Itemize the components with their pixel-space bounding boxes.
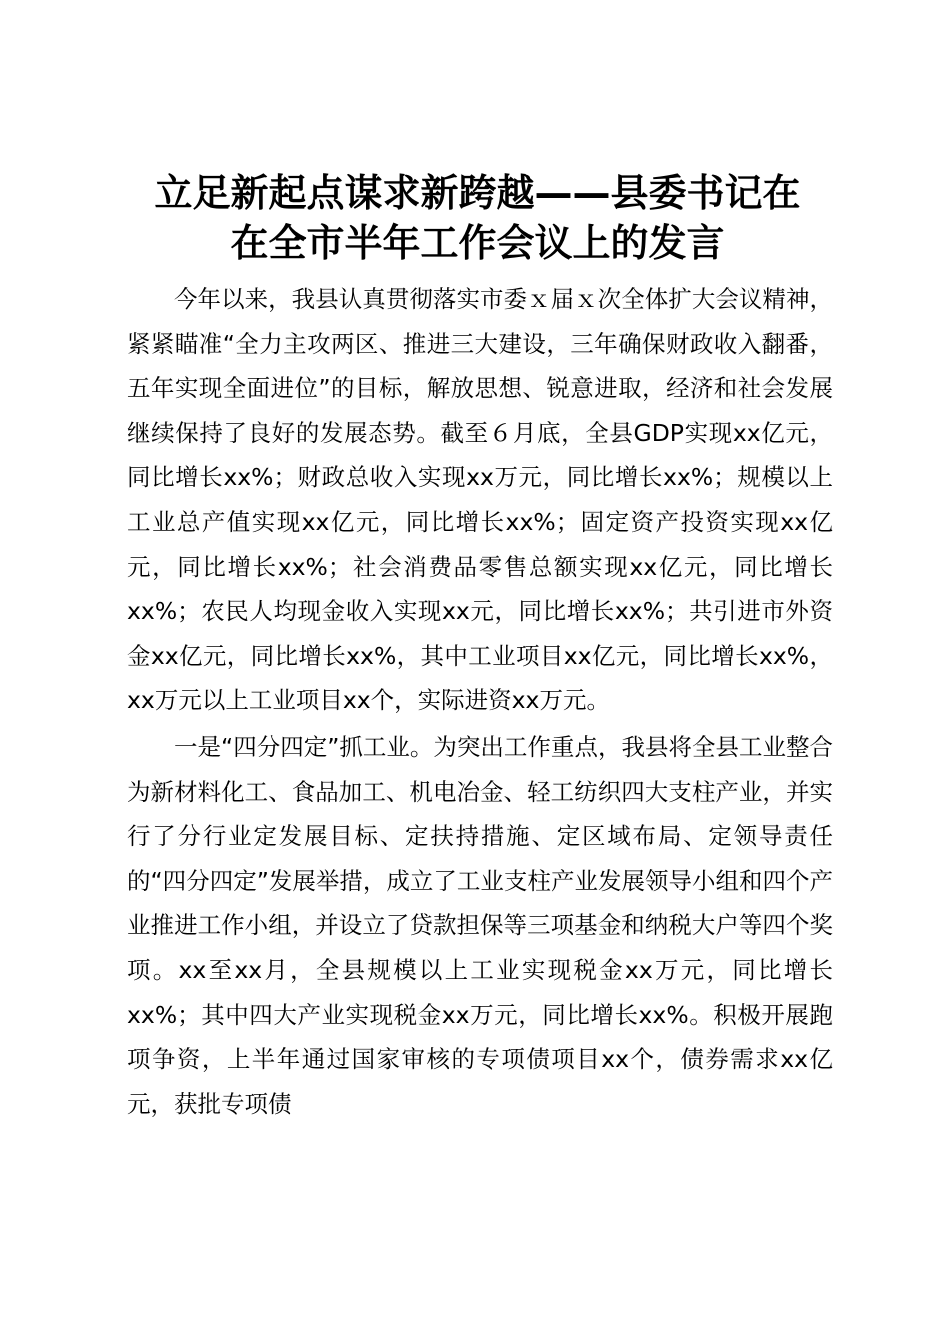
paragraph-industry: 一是“四分四定”抓工业。为突出工作重点，我县将全县工业整合为新材料化工、食品加工、机电冶金、轻工纺织四大支柱产业，并实行了分行业定发展目标、定扶持措施、定区域布局、定领导责任的“四分四定”发展举措，成立了工业支柱产业发展领导小组和四个产业推进工作小组，并设立了贷款担保等三项基金和纳税大户等四个奖项。xx至xx月，全县规模以上工业实现税金xx万元，同比增长xx%；其中四大产业实现税金xx万元，同比增长xx%。积极开展跑项争资，上半年通过国家审核的专项债项目xx个，债券需求xx亿元，获批专项债 bbox=[127, 732, 833, 1118]
paragraph-intro: 今年以来，我县认真贯彻落实市委ｘ届ｘ次全体扩大会议精神，紧紧瞄准“全力主攻两区、推进三大建设，三年确保财政收入翻番，五年实现全面进位”的目标，解放思想、锐意进取，经济和社会发展继续保持了良好的发展态势。截至６月底，全县GDP实现xx亿元，同比增长xx%；财政总收入实现xx万元，同比增长xx%；规模以上工业总产值实现xx亿元，同比增长xx%；固定资产投资实现xx亿元，同比增长xx%；社会消费品零售总额实现xx亿元，同比增长xx%；农民人均现金收入实现xx元，同比增长xx%；共引进市外资金xx亿元，同比增长xx%，其中工业项目xx亿元，同比增长xx%，xx万元以上工业项目xx个，实际进资xx万元。 bbox=[127, 285, 833, 715]
title-line-2: 在全市半年工作会议上的发言 bbox=[230, 221, 725, 265]
document-body bbox=[127, 277, 833, 1128]
title-line-1: 立足新起点谋求新跨越——县委书记在 bbox=[154, 171, 801, 215]
document-title bbox=[110, 168, 845, 268]
